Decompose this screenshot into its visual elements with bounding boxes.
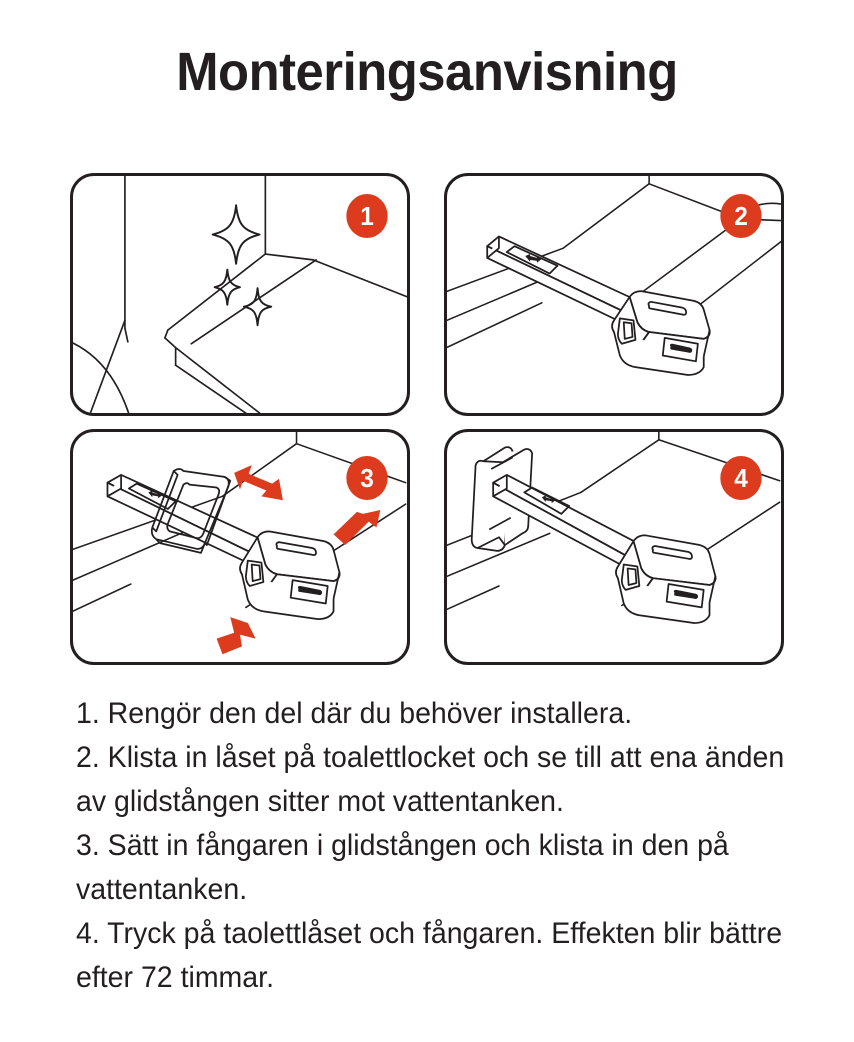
- instruction-panel-4: [444, 429, 784, 665]
- lock-body-icon: [616, 535, 716, 623]
- step-badge-4: 4: [720, 456, 761, 500]
- sparkle-icon: [215, 270, 240, 305]
- step-badge-1: 1: [346, 194, 387, 238]
- instruction-panel-grid: [70, 173, 784, 665]
- instruction-item-3: 3. Sätt in fångaren i glidstången och klista in den på vattentanken.: [76, 829, 737, 906]
- lock-body-icon: [240, 531, 340, 619]
- press-arrow-icon: [217, 617, 256, 654]
- step-badge-2: 2: [720, 194, 761, 238]
- instruction-panel-1: [70, 173, 410, 416]
- instruction-list: [76, 692, 808, 1000]
- page-title: Monteringsanvisning: [176, 42, 678, 102]
- press-arrow-icon: [334, 510, 381, 545]
- instruction-item-2: 2. Klista in låset på toalettlocket och se till att ena änden av glidstången sitter mot vattentanken.: [76, 741, 793, 818]
- instruction-panel-3: [70, 429, 410, 665]
- instruction-item-1: 1. Rengör den del där du behöver installera.: [76, 697, 633, 730]
- slide-bar-icon: [107, 475, 265, 567]
- instruction-panel-2: [444, 173, 784, 416]
- lock-body-icon: [612, 291, 710, 375]
- sparkle-icon: [213, 205, 260, 264]
- step-badge-3: 3: [346, 456, 387, 500]
- instruction-item-4: 4. Tryck på taolettlåset och fångaren. Effekten blir bättre efter 72 timmar.: [76, 917, 790, 994]
